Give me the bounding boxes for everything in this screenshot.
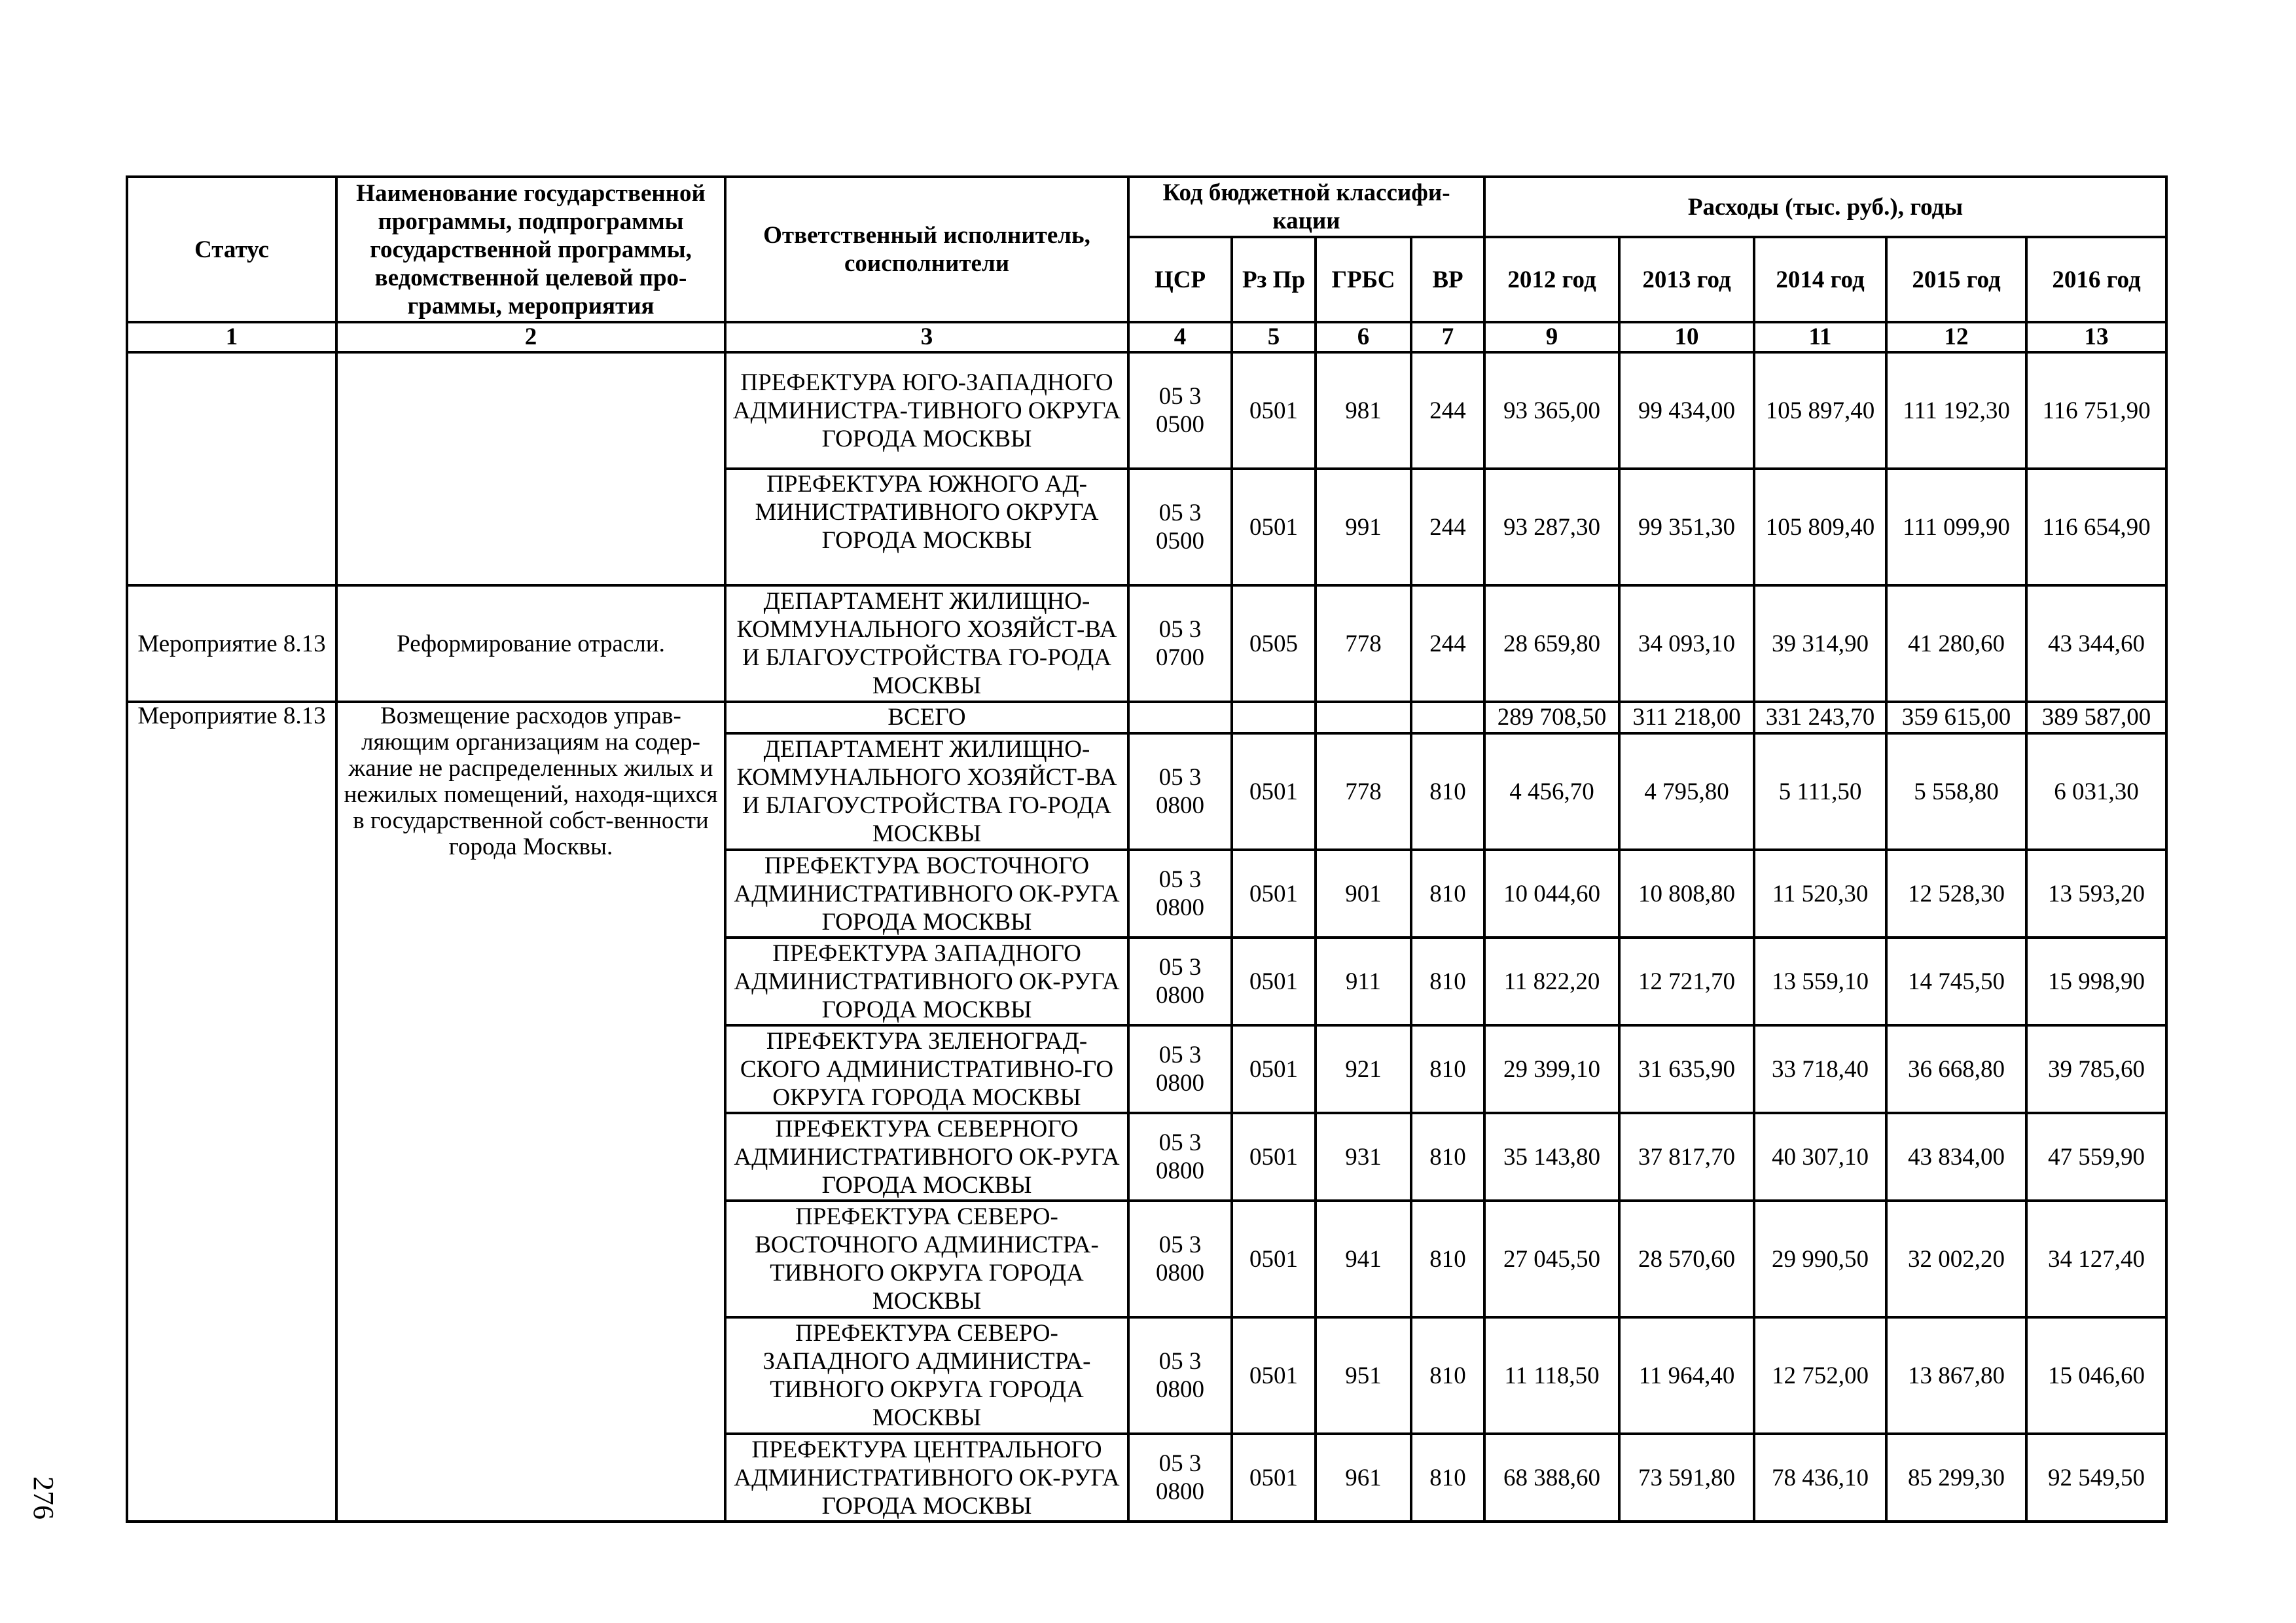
grbs-cell: 941: [1316, 1201, 1411, 1317]
column-number: 4: [1128, 322, 1232, 352]
program-name-cell-empty: [336, 352, 725, 585]
grbs-cell-empty: [1316, 702, 1411, 733]
total-row: [127, 702, 2166, 733]
value-2013: 99 351,30: [1619, 469, 1754, 585]
header-vr: ВР: [1411, 237, 1484, 322]
value-2012: 10 044,60: [1484, 850, 1619, 938]
csr-cell: 05 3 0800: [1128, 1317, 1232, 1434]
executor-cell: ПРЕФЕКТУРА ЮГО-ЗАПАДНОГО АДМИНИСТРА-ТИВНОГО ОКРУГА ГОРОДА МОСКВЫ: [725, 352, 1128, 469]
rzpr-cell: 0501: [1232, 733, 1316, 850]
value-2012: 29 399,10: [1484, 1025, 1619, 1113]
total-2015: 359 615,00: [1886, 702, 2026, 733]
executor-cell: ПРЕФЕКТУРА ВОСТОЧНОГО АДМИНИСТРАТИВНОГО ОК-РУГА ГОРОДА МОСКВЫ: [725, 850, 1128, 938]
value-2013: 28 570,60: [1619, 1201, 1754, 1317]
csr-cell: 05 3 0700: [1128, 585, 1232, 702]
header-grbs: ГРБС: [1316, 237, 1411, 322]
header-program-name: Наименование государственной программы, подпрограммы государственной программы, ведомственной целевой про-граммы, мероприятия: [336, 177, 725, 322]
column-number: 6: [1316, 322, 1411, 352]
value-2016: 15 998,90: [2026, 938, 2166, 1025]
value-2015: 85 299,30: [1886, 1434, 2026, 1522]
value-2013: 10 808,80: [1619, 850, 1754, 938]
csr-cell: 05 3 0500: [1128, 469, 1232, 585]
csr-cell: 05 3 0800: [1128, 1025, 1232, 1113]
value-2014: 105 809,40: [1754, 469, 1886, 585]
executor-cell: ДЕПАРТАМЕНТ ЖИЛИЩНО-КОММУНАЛЬНОГО ХОЗЯЙСТ-ВА И БЛАГОУСТРОЙСТВА ГО-РОДА МОСКВЫ: [725, 585, 1128, 702]
value-2016: 47 559,90: [2026, 1113, 2166, 1201]
csr-cell: 05 3 0800: [1128, 733, 1232, 850]
vr-cell: 810: [1411, 1201, 1484, 1317]
vr-cell: 810: [1411, 1113, 1484, 1201]
value-2014: 39 314,90: [1754, 585, 1886, 702]
value-2016: 13 593,20: [2026, 850, 2166, 938]
rzpr-cell: 0501: [1232, 938, 1316, 1025]
status-cell: Мероприятие 8.13: [127, 585, 336, 702]
header-executor: Ответственный исполнитель, соисполнители: [725, 177, 1128, 322]
column-number: 11: [1754, 322, 1886, 352]
status-cell: Мероприятие 8.13: [127, 702, 336, 1522]
value-2013: 4 795,80: [1619, 733, 1754, 850]
budget-table: [126, 175, 2168, 1523]
value-2012: 11 118,50: [1484, 1317, 1619, 1434]
csr-cell: 05 3 0800: [1128, 938, 1232, 1025]
value-2015: 43 834,00: [1886, 1113, 2026, 1201]
value-2013: 73 591,80: [1619, 1434, 1754, 1522]
value-2012: 28 659,80: [1484, 585, 1619, 702]
value-2013: 12 721,70: [1619, 938, 1754, 1025]
vr-cell: 244: [1411, 585, 1484, 702]
value-2014: 29 990,50: [1754, 1201, 1886, 1317]
value-2014: 78 436,10: [1754, 1434, 1886, 1522]
executor-cell: ПРЕФЕКТУРА СЕВЕРО-ВОСТОЧНОГО АДМИНИСТРА-ТИВНОГО ОКРУГА ГОРОДА МОСКВЫ: [725, 1201, 1128, 1317]
column-number: 12: [1886, 322, 2026, 352]
value-2015: 41 280,60: [1886, 585, 2026, 702]
value-2016: 15 046,60: [2026, 1317, 2166, 1434]
value-2016: 6 031,30: [2026, 733, 2166, 850]
rzpr-cell: 0501: [1232, 352, 1316, 469]
grbs-cell: 931: [1316, 1113, 1411, 1201]
executor-cell: ДЕПАРТАМЕНТ ЖИЛИЩНО-КОММУНАЛЬНОГО ХОЗЯЙСТ-ВА И БЛАГОУСТРОЙСТВА ГО-РОДА МОСКВЫ: [725, 733, 1128, 850]
grbs-cell: 901: [1316, 850, 1411, 938]
rzpr-cell: 0501: [1232, 469, 1316, 585]
header-2016: 2016 год: [2026, 237, 2166, 322]
total-2016: 389 587,00: [2026, 702, 2166, 733]
value-2015: 13 867,80: [1886, 1317, 2026, 1434]
column-number: 9: [1484, 322, 1619, 352]
rzpr-cell: 0505: [1232, 585, 1316, 702]
vr-cell: 810: [1411, 850, 1484, 938]
executor-cell: ПРЕФЕКТУРА СЕВЕРНОГО АДМИНИСТРАТИВНОГО ОК-РУГА ГОРОДА МОСКВЫ: [725, 1113, 1128, 1201]
value-2016: 116 654,90: [2026, 469, 2166, 585]
column-number: 7: [1411, 322, 1484, 352]
header-rzpr: Рз Пр: [1232, 237, 1316, 322]
value-2014: 13 559,10: [1754, 938, 1886, 1025]
value-2014: 12 752,00: [1754, 1317, 1886, 1434]
grbs-cell: 778: [1316, 585, 1411, 702]
page-number: 276: [27, 1476, 60, 1520]
value-2013: 34 093,10: [1619, 585, 1754, 702]
header-2015: 2015 год: [1886, 237, 2026, 322]
grbs-cell: 961: [1316, 1434, 1411, 1522]
csr-cell: 05 3 0800: [1128, 850, 1232, 938]
header-status: Статус: [127, 177, 336, 322]
column-number: 10: [1619, 322, 1754, 352]
value-2013: 11 964,40: [1619, 1317, 1754, 1434]
column-number: 5: [1232, 322, 1316, 352]
total-2014: 331 243,70: [1754, 702, 1886, 733]
csr-cell: 05 3 0800: [1128, 1434, 1232, 1522]
rzpr-cell: 0501: [1232, 1317, 1316, 1434]
header-2013: 2013 год: [1619, 237, 1754, 322]
value-2012: 93 365,00: [1484, 352, 1619, 469]
table-row: [127, 352, 2166, 469]
header-budget-code: Код бюджетной классифи-кации: [1128, 177, 1484, 237]
column-number: 1: [127, 322, 336, 352]
grbs-cell: 991: [1316, 469, 1411, 585]
rzpr-cell: 0501: [1232, 1025, 1316, 1113]
status-cell-empty: [127, 352, 336, 585]
csr-cell-empty: [1128, 702, 1232, 733]
executor-cell: ПРЕФЕКТУРА ЦЕНТРАЛЬНОГО АДМИНИСТРАТИВНОГО ОК-РУГА ГОРОДА МОСКВЫ: [725, 1434, 1128, 1522]
total-2013: 311 218,00: [1619, 702, 1754, 733]
vr-cell: 810: [1411, 733, 1484, 850]
rzpr-cell-empty: [1232, 702, 1316, 733]
value-2013: 99 434,00: [1619, 352, 1754, 469]
vr-cell: 810: [1411, 1434, 1484, 1522]
rzpr-cell: 0501: [1232, 1434, 1316, 1522]
value-2015: 36 668,80: [1886, 1025, 2026, 1113]
header-2014: 2014 год: [1754, 237, 1886, 322]
value-2012: 27 045,50: [1484, 1201, 1619, 1317]
value-2016: 43 344,60: [2026, 585, 2166, 702]
value-2012: 93 287,30: [1484, 469, 1619, 585]
executor-cell: ПРЕФЕКТУРА ЗЕЛЕНОГРАД-СКОГО АДМИНИСТРАТИВНО-ГО ОКРУГА ГОРОДА МОСКВЫ: [725, 1025, 1128, 1113]
rzpr-cell: 0501: [1232, 1201, 1316, 1317]
table-row: [127, 585, 2166, 702]
value-2015: 5 558,80: [1886, 733, 2026, 850]
value-2014: 40 307,10: [1754, 1113, 1886, 1201]
program-name-cell: Реформирование отрасли.: [336, 585, 725, 702]
vr-cell-empty: [1411, 702, 1484, 733]
value-2014: 105 897,40: [1754, 352, 1886, 469]
value-2014: 5 111,50: [1754, 733, 1886, 850]
vr-cell: 244: [1411, 469, 1484, 585]
column-number: 2: [336, 322, 725, 352]
value-2014: 11 520,30: [1754, 850, 1886, 938]
value-2012: 11 822,20: [1484, 938, 1619, 1025]
column-number: 13: [2026, 322, 2166, 352]
value-2015: 32 002,20: [1886, 1201, 2026, 1317]
header-csr: ЦСР: [1128, 237, 1232, 322]
value-2012: 35 143,80: [1484, 1113, 1619, 1201]
csr-cell: 05 3 0500: [1128, 352, 1232, 469]
vr-cell: 810: [1411, 1025, 1484, 1113]
csr-cell: 05 3 0800: [1128, 1201, 1232, 1317]
value-2013: 37 817,70: [1619, 1113, 1754, 1201]
table-header: [127, 177, 2166, 322]
value-2016: 116 751,90: [2026, 352, 2166, 469]
total-2012: 289 708,50: [1484, 702, 1619, 733]
value-2012: 4 456,70: [1484, 733, 1619, 850]
program-name-cell: Возмещение расходов управ-ляющим организациям на содер-жание не распределенных жилых и нежилых помещений, находя-щихся в государственной собст-венности города Москвы.: [336, 702, 725, 1522]
column-number: 3: [725, 322, 1128, 352]
value-2015: 111 099,90: [1886, 469, 2026, 585]
value-2012: 68 388,60: [1484, 1434, 1619, 1522]
vr-cell: 810: [1411, 1317, 1484, 1434]
header-expenses: Расходы (тыс. руб.), годы: [1484, 177, 2166, 237]
vr-cell: 244: [1411, 352, 1484, 469]
value-2016: 92 549,50: [2026, 1434, 2166, 1522]
header-2012: 2012 год: [1484, 237, 1619, 322]
column-number-row: [127, 322, 2166, 352]
value-2015: 111 192,30: [1886, 352, 2026, 469]
table-body: [127, 322, 2166, 1522]
executor-cell: ПРЕФЕКТУРА СЕВЕРО-ЗАПАДНОГО АДМИНИСТРА-ТИВНОГО ОКРУГА ГОРОДА МОСКВЫ: [725, 1317, 1128, 1434]
executor-cell: ПРЕФЕКТУРА ЮЖНОГО АД-МИНИСТРАТИВНОГО ОКРУГА ГОРОДА МОСКВЫ: [725, 469, 1128, 585]
total-label: ВСЕГО: [725, 702, 1128, 733]
grbs-cell: 981: [1316, 352, 1411, 469]
rzpr-cell: 0501: [1232, 850, 1316, 938]
executor-cell: ПРЕФЕКТУРА ЗАПАДНОГО АДМИНИСТРАТИВНОГО ОК-РУГА ГОРОДА МОСКВЫ: [725, 938, 1128, 1025]
value-2016: 34 127,40: [2026, 1201, 2166, 1317]
value-2015: 14 745,50: [1886, 938, 2026, 1025]
grbs-cell: 911: [1316, 938, 1411, 1025]
grbs-cell: 951: [1316, 1317, 1411, 1434]
grbs-cell: 778: [1316, 733, 1411, 850]
value-2013: 31 635,90: [1619, 1025, 1754, 1113]
grbs-cell: 921: [1316, 1025, 1411, 1113]
value-2015: 12 528,30: [1886, 850, 2026, 938]
csr-cell: 05 3 0800: [1128, 1113, 1232, 1201]
value-2014: 33 718,40: [1754, 1025, 1886, 1113]
rzpr-cell: 0501: [1232, 1113, 1316, 1201]
vr-cell: 810: [1411, 938, 1484, 1025]
value-2016: 39 785,60: [2026, 1025, 2166, 1113]
